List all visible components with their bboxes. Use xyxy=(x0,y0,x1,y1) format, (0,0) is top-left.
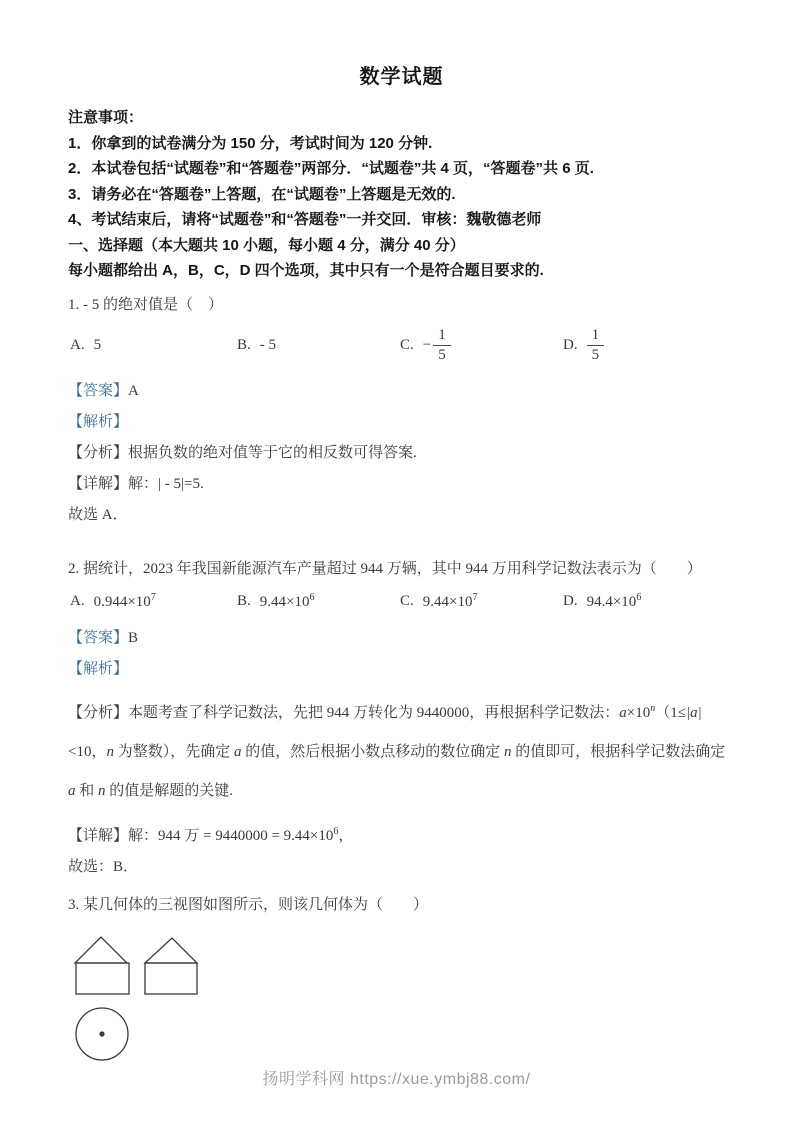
q2-option-a xyxy=(70,592,237,611)
answer-value: A xyxy=(128,383,139,399)
exponent: 7 xyxy=(150,592,156,603)
jiexi-tag: 【解析】 xyxy=(68,661,129,677)
math-abs-a: |a| xyxy=(685,705,702,721)
site-watermark: 扬明学科网 https://xue.ymbj88.com/ xyxy=(262,1071,531,1088)
detail-text: ， xyxy=(338,828,354,844)
option-label: A. xyxy=(70,593,85,609)
answer-tag: 【答案】 xyxy=(68,383,129,399)
front-view-shape xyxy=(75,937,129,994)
analysis-text: 的值，然后根据小数点移动的数位确定 xyxy=(241,744,504,760)
fraction xyxy=(433,328,451,365)
q1-option-a xyxy=(70,337,237,354)
circle-center-dot xyxy=(99,1031,104,1036)
q2-analysis-paragraph xyxy=(68,689,735,811)
analysis-tag: 【分析】 xyxy=(68,445,129,461)
q2-jiexi-line xyxy=(68,658,735,680)
fraction xyxy=(587,328,605,365)
exponent: 6 xyxy=(333,826,339,837)
math-var-n: n xyxy=(504,744,512,760)
math-var-n: n xyxy=(106,744,114,760)
q3-figure xyxy=(70,930,735,1071)
section-subheading: 每小题都给出 A，B，C，D 四个选项，其中只有一个是符合题目要求的. xyxy=(68,262,544,279)
q1-options xyxy=(70,328,735,365)
math-var-a: a xyxy=(233,744,242,760)
three-views-diagram xyxy=(70,930,280,1066)
fraction-numerator: 1 xyxy=(433,328,451,347)
analysis-text: 根据负数的绝对值等于它的相反数可得答案. xyxy=(128,445,417,461)
analysis-text: 本题考查了科学记数法，先把 944 万转化为 9440000，再根据科学记数法： xyxy=(128,705,620,721)
fraction-numerator: 1 xyxy=(587,328,605,347)
q2-option-d xyxy=(563,592,735,611)
math-var-n: n xyxy=(98,783,106,799)
q2-option-b xyxy=(237,592,400,611)
minus-sign: − xyxy=(422,337,432,354)
q1-answer-line xyxy=(68,380,735,402)
analysis-tag: 【分析】 xyxy=(68,705,129,721)
analysis-text: 为整数），先确定 xyxy=(113,744,234,760)
option-label: D. xyxy=(563,593,578,609)
jiexi-tag: 【解析】 xyxy=(68,414,129,430)
section-heading: 一、选择题（本大题共 10 小题，每小题 4 分，满分 40 分） xyxy=(68,236,465,254)
notice-item-2: 2．本试卷包括“试题卷”和“答题卷”两部分．“试题卷”共 4 页，“答题卷”共 6 页. xyxy=(68,160,594,177)
notice-item-3: 3．请务必在“答题卷”上答题，在“试题卷”上答题是无效的. xyxy=(68,185,456,203)
math-times-ten: ×10 xyxy=(626,705,651,721)
option-value: $9.44\times 10^7$ xyxy=(422,592,478,610)
notice-item-1: 1．你拿到的试卷满分为 150 分，考试时间为 120 分钟. xyxy=(68,134,433,152)
page-title: 数学试题 xyxy=(359,66,444,88)
notice-item-4: 4、考试结束后，请将“试题卷”和“答题卷”一并交回．审核：魏敬德老师 xyxy=(68,211,542,228)
q2-text: 2. 据统计，2023 年我国新能源汽车产量超过 944 万辆，其中 944 万用科学记数法表示为（ ） xyxy=(68,561,702,577)
option-label: B. xyxy=(237,593,251,609)
option-label: C. xyxy=(400,337,414,354)
q2-option-c xyxy=(400,592,563,611)
option-label: B. xyxy=(237,337,251,354)
q3-text: 3. 某几何体的三视图如图所示，则该几何体为（ ） xyxy=(68,897,429,913)
q2-options xyxy=(70,592,735,611)
detail-text: 解：944 万 = 9440000 = 9.44×10 xyxy=(128,828,334,844)
option-value: $9.44\times 10^6$ xyxy=(259,592,315,610)
analysis-text: 和 xyxy=(75,783,99,799)
q1-text: 1. - 5 的绝对值是（ ） xyxy=(68,296,223,313)
math-exp-n: n xyxy=(650,703,656,714)
q1-option-d xyxy=(563,328,735,365)
option-value: 5 xyxy=(93,337,102,354)
q2-detail-line xyxy=(68,821,735,847)
exponent: 6 xyxy=(636,592,642,603)
q1-analysis-line xyxy=(68,442,735,464)
analysis-text: <10， xyxy=(68,744,107,760)
detail-tag: 【详解】 xyxy=(68,476,129,492)
option-label: C. xyxy=(400,593,414,609)
detail-text: 解：| - 5|=5. xyxy=(128,476,204,492)
notice-heading: 注意事项： xyxy=(68,109,144,126)
option-value: $0.944\times 10^7$ xyxy=(93,592,156,610)
answer-value: B xyxy=(128,630,139,646)
q1-jiexi-line xyxy=(68,411,735,433)
analysis-text: （1≤ xyxy=(655,705,686,721)
q1-detail-line xyxy=(68,473,735,495)
q1-option-c xyxy=(400,328,563,365)
exponent: 6 xyxy=(309,592,315,603)
fraction-denominator: 5 xyxy=(438,347,446,364)
side-view-shape xyxy=(145,938,197,994)
q2-conclusion: 故选：B． xyxy=(68,859,139,875)
option-label: D. xyxy=(563,337,578,354)
analysis-text: 的值是解题的关键. xyxy=(105,783,234,799)
top-view-shape xyxy=(76,1008,128,1060)
answer-tag: 【答案】 xyxy=(68,630,129,646)
q1-option-b xyxy=(237,337,400,354)
exponent: 7 xyxy=(472,592,478,603)
option-value: - 5 xyxy=(259,337,277,354)
fraction-denominator: 5 xyxy=(591,347,600,364)
detail-tag: 【详解】 xyxy=(68,828,129,844)
q2-answer-line xyxy=(68,627,735,649)
q1-conclusion: 故选 A． xyxy=(68,507,128,523)
option-label: A. xyxy=(70,337,85,354)
math-var-a: a xyxy=(619,705,627,721)
option-value: $94.4\times 10^6$ xyxy=(586,592,642,610)
math-var-a: a xyxy=(68,783,76,799)
analysis-text: 的值即可，根据科学记数法确定 xyxy=(511,744,726,760)
